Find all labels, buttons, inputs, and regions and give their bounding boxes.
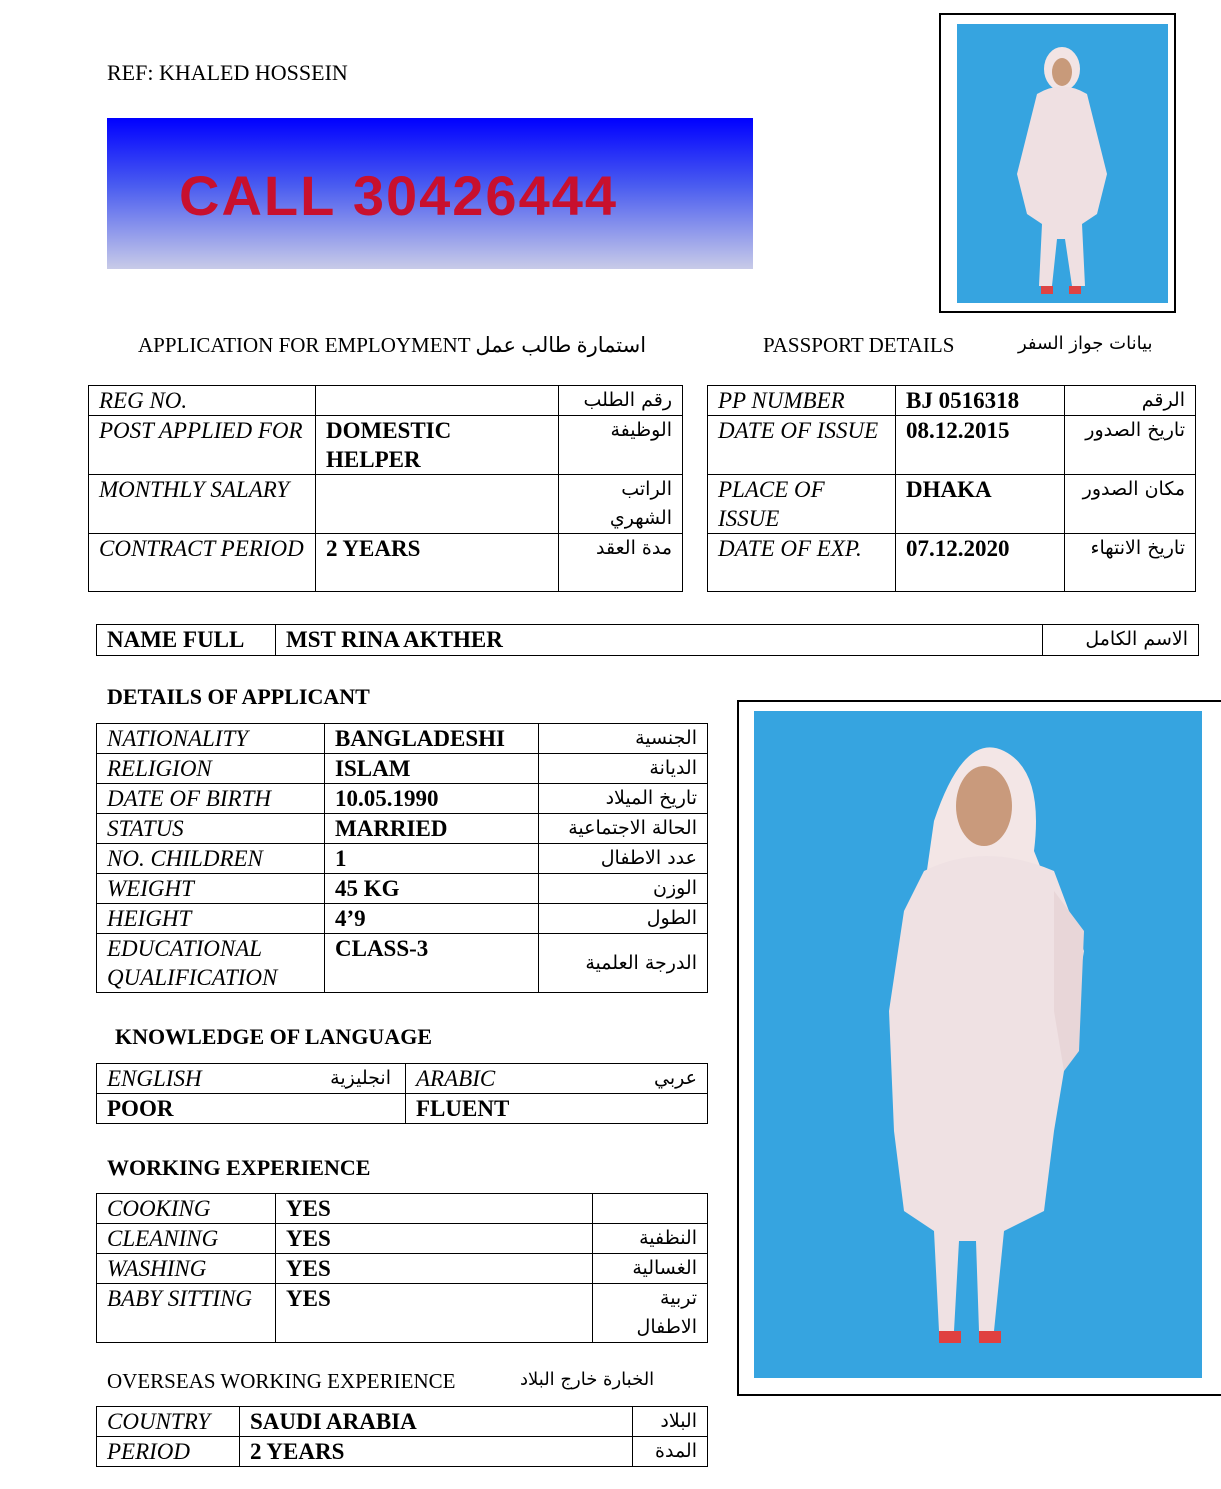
large-photo-frame [737,700,1221,1396]
english-cell [97,1064,406,1094]
details-table [96,723,708,993]
date-of-issue-arabic: تاريخ الصدور [1065,416,1196,475]
call-number: CALL 30426444 [179,164,618,227]
post-applied-label: POST APPLIED FOR [89,416,316,475]
children-value: 1 [325,844,539,874]
person-silhouette-icon [957,24,1168,303]
date-of-exp-value: 07.12.2020 [896,534,1065,592]
weight-arabic: الوزن [539,874,708,904]
date-of-issue-label: DATE OF ISSUE [708,416,896,475]
place-of-issue-arabic: مكان الصدور [1065,475,1196,534]
small-photo-frame [939,13,1176,313]
contract-period-value: 2 YEARS [316,534,559,592]
dob-arabic: تاريخ الميلاد [539,784,708,814]
full-name-label: NAME FULL [97,625,276,656]
arabic-arabic: عربي [654,1067,697,1089]
weight-label: WEIGHT [97,874,325,904]
education-label: EDUCATIONAL QUALIFICATION [97,934,325,993]
work-heading: WORKING EXPERIENCE [107,1155,371,1180]
passport-table [707,385,1196,592]
baby-sitting-value: YES [276,1284,593,1343]
person-silhouette-icon [754,711,1202,1378]
application-heading: APPLICATION FOR EMPLOYMENT استمارة طالب عمل [138,333,647,357]
passport-heading-arabic: بيانات جواز السفر [1018,333,1153,354]
passport-heading: PASSPORT DETAILS [763,333,955,357]
details-heading: DETAILS OF APPLICANT [107,684,370,709]
cleaning-value: YES [276,1224,593,1254]
arabic-label: ARABIC [416,1066,496,1091]
height-value: 4’9 [325,904,539,934]
place-of-issue-label: PLACE OF ISSUE [708,475,896,534]
washing-label: WASHING [97,1254,276,1284]
overseas-heading-arabic: الخبارة خارج البلاد [520,1369,655,1390]
religion-value: ISLAM [325,754,539,784]
period-value: 2 YEARS [240,1437,633,1467]
arabic-cell [406,1064,708,1094]
washing-arabic: الغسالية [593,1254,708,1284]
period-label: PERIOD [97,1437,240,1467]
period-arabic: المدة [633,1437,708,1467]
contract-period-arabic: مدة العقد [559,534,683,592]
children-arabic: عدد الاطفال [539,844,708,874]
cooking-arabic [593,1194,708,1224]
reference-name: REF: KHALED HOSSEIN [107,60,348,85]
cleaning-arabic: النظفية [593,1224,708,1254]
country-value: SAUDI ARABIA [240,1407,633,1437]
reg-no-value [316,386,559,416]
education-value: CLASS-3 [325,934,539,993]
baby-sitting-label: BABY SITTING [97,1284,276,1343]
arabic-level: FLUENT [406,1094,708,1124]
weight-value: 45 KG [325,874,539,904]
place-of-issue-value: DHAKA [896,475,1065,534]
applicant-photo-large [754,711,1202,1378]
english-level: POOR [97,1094,406,1124]
post-applied-value: DOMESTIC HELPER [316,416,559,475]
full-name-arabic: الاسم الكامل [1043,625,1199,656]
pp-number-value: BJ 0516318 [896,386,1065,416]
education-arabic: الدرجة العلمية [539,934,708,993]
country-label: COUNTRY [97,1407,240,1437]
application-table [88,385,683,592]
date-of-exp-label: DATE OF EXP. [708,534,896,592]
country-arabic: البلاد [633,1407,708,1437]
baby-sitting-arabic: تربية الاطفال [593,1284,708,1343]
dob-value: 10.05.1990 [325,784,539,814]
monthly-salary-value [316,475,559,534]
children-label: NO. CHILDREN [97,844,325,874]
reg-no-label: REG NO. [89,386,316,416]
nationality-value: BANGLADESHI [325,724,539,754]
language-table [96,1063,708,1124]
overseas-table [96,1406,708,1467]
religion-label: RELIGION [97,754,325,784]
nationality-arabic: الجنسية [539,724,708,754]
status-arabic: الحالة الاجتماعية [539,814,708,844]
cleaning-label: CLEANING [97,1224,276,1254]
religion-arabic: الديانة [539,754,708,784]
language-heading: KNOWLEDGE OF LANGUAGE [115,1024,432,1049]
post-applied-arabic: الوظيفة [559,416,683,475]
work-table [96,1193,708,1343]
monthly-salary-label: MONTHLY SALARY [89,475,316,534]
date-of-exp-arabic: تاريخ الانتهاء [1065,534,1196,592]
applicant-photo-small [957,24,1168,303]
full-name-value: MST RINA AKTHER [276,625,1043,656]
dob-label: DATE OF BIRTH [97,784,325,814]
contract-period-label: CONTRACT PERIOD [89,534,316,592]
date-of-issue-value: 08.12.2015 [896,416,1065,475]
pp-number-arabic: الرقم [1065,386,1196,416]
pp-number-label: PP NUMBER [708,386,896,416]
cooking-label: COOKING [97,1194,276,1224]
call-banner [107,118,753,269]
nationality-label: NATIONALITY [97,724,325,754]
english-arabic: انجليزية [330,1067,391,1089]
status-label: STATUS [97,814,325,844]
monthly-salary-arabic: الراتب الشهري [559,475,683,534]
overseas-heading: OVERSEAS WORKING EXPERIENCE [107,1369,456,1393]
height-arabic: الطول [539,904,708,934]
status-value: MARRIED [325,814,539,844]
english-label: ENGLISH [107,1066,202,1091]
washing-value: YES [276,1254,593,1284]
full-name-table [96,624,1199,656]
cooking-value: YES [276,1194,593,1224]
height-label: HEIGHT [97,904,325,934]
reg-no-arabic: رقم الطلب [559,386,683,416]
